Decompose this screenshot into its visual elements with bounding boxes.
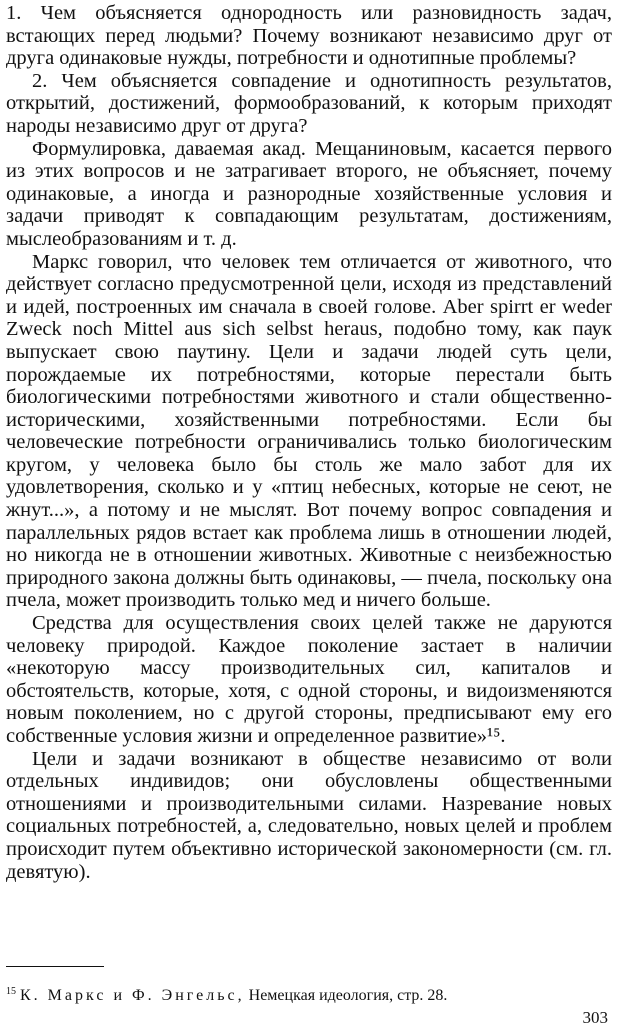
paragraph-means: Средства для осуществления своих целей также не даруются человеку природой. Каждое поколение застает в наличии «некоторую массу производительных сил, капиталов и обстоятельств, которые, хотя, с одной стороны, и видоизменяются новым поколением, но с другой стороны, предписывают ему его собственные условия жизни и определенное развитие»¹⁵.	[6, 612, 612, 747]
page-number: 303	[582, 1008, 608, 1027]
footnote-authors: К. Маркс и Ф. Энгельс,	[20, 987, 245, 1004]
paragraph-marx: Маркс говорил, что человек тем отличается от животного, что действует согласно предусмотренной цели, исходя из представлений и идей, построенных им сначала в своей голове. Aber spirrt er weder Zweck noch Mittel aus sich selbst heraus, подобно тому, как паук выпускает свою паутину. Цели и задачи людей суть цели, порождаемые их потребностями, которые перестали быть биологическими потребностями животного и стали общественно-историческими, хозяйственными потребностями. Если бы человеческие потребности ограничивались только биологическим кругом, у человека было бы столь же мало забот для их удовлетворения, сколько и у «птиц небесных, которые не сеют, не жнут...», а потому и не мыслят. Вот почему вопрос совпадения и параллельных рядов встает как проблема лишь в отношении людей, но никогда не в отношении животных. Животные с неизбежностью природного закона должны быть одинаковы, — пчела, поскольку она пчела, может производить только мед и ничего больше.	[6, 250, 612, 612]
footnote-number: 15	[6, 986, 16, 997]
footnote-text: Немецкая идеология, стр. 28.	[248, 987, 448, 1004]
paragraph-goals: Цели и задачи возникают в обществе независимо от воли отдельных индивидов; они обусловлены общественными отношениями и производительными силами. Назревание новых социальных потребностей, а, следовательно, новых целей и проблем происходит путем объективно исторической закономерности (см. гл. девятую).	[6, 747, 612, 883]
paragraph-question-2: 2. Чем объясняется совпадение и однотипность результатов, открытий, достижений, формообразований, к которым приходят народы независимо друг от друга?	[6, 69, 612, 137]
footnote	[6, 982, 612, 1006]
paragraph-meshchaninov: Формулировка, даваемая акад. Мещаниновым, касается первого из этих вопросов и не затрагивает второго, не объясняет, почему одинаковые, а иногда и разнородные хозяйственные условия и задачи приводят к совпадающим результатам, достижениям, мыслеобразованиям и т. д.	[6, 137, 612, 250]
footnote-divider	[6, 966, 104, 967]
paragraph-question-1: 1. Чем объясняется однородность или разновидность задач, встающих перед людьми? Почему возникают независимо друг от друга одинаковые нужды, потребности и однотипные проблемы?	[6, 2, 612, 70]
